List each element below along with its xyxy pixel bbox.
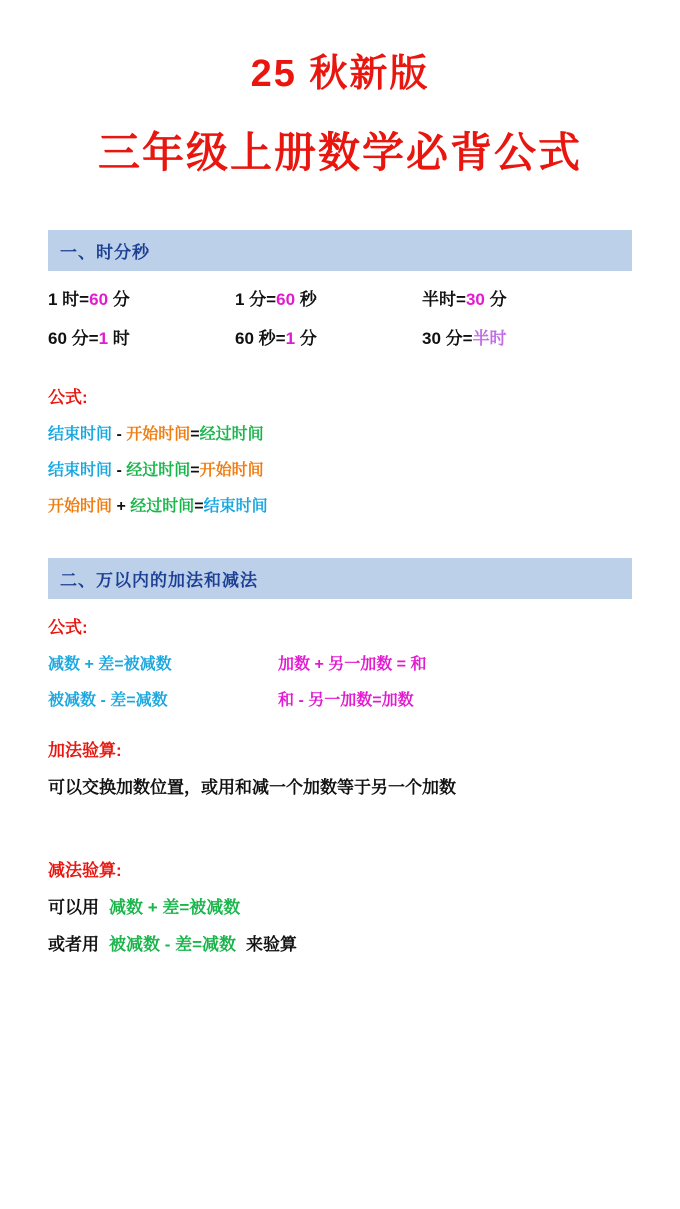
conversion-cell (422, 285, 609, 310)
document-title-block (48, 0, 632, 178)
formula-row (48, 687, 632, 710)
sub-check-formula: 减数 + 差=被减数 (109, 897, 241, 917)
formula-right: 加数 + 另一加数 = 和 (278, 655, 427, 673)
conversion-post: 时 (108, 328, 130, 348)
section-heading-time: 一、时分秒 (48, 230, 632, 271)
formula-line (48, 493, 632, 516)
formula-term: 结束时间 (48, 461, 113, 479)
conversion-value: 1 (98, 328, 109, 348)
formula-term: 经过时间 (199, 425, 264, 443)
conversion-post: 分 (295, 328, 317, 348)
conversion-cell (48, 285, 235, 310)
formula-label-addsub: 公式: (48, 617, 88, 637)
formula-line (48, 421, 632, 444)
conversion-value: 60 (89, 289, 109, 309)
formula-operator: - (112, 461, 127, 479)
spacer (48, 710, 632, 736)
formula-left: 减数 + 差=被减数 (48, 655, 172, 673)
formula-operator: = (194, 497, 204, 515)
title-line-2: 三年级上册数学必背公式 (97, 128, 582, 176)
formula-operator: - (112, 425, 127, 443)
formula-term: 经过时间 (130, 497, 195, 515)
sub-check-suffix: 来验算 (246, 934, 298, 954)
formula-term: 开始时间 (48, 497, 113, 515)
conversion-pre: 60 分= (48, 328, 99, 348)
formula-term: 开始时间 (126, 425, 191, 443)
table-row (48, 285, 632, 310)
conversion-cell (235, 285, 422, 310)
conversion-value: 半时 (472, 328, 507, 348)
conversion-cell (48, 324, 235, 349)
table-row (48, 324, 632, 349)
conversion-value: 60 (276, 289, 296, 309)
sub-check-prefix: 可以用 (48, 897, 99, 917)
sub-check-formula: 被减数 - 差=减数 (109, 934, 237, 954)
time-formula-list (48, 421, 632, 516)
formula-term: 结束时间 (48, 425, 113, 443)
title-line-1: 25 秋新版 (250, 53, 430, 95)
formula-row (48, 651, 632, 674)
formula-right: 和 - 另一加数=加数 (278, 691, 414, 709)
formula-left: 被减数 - 差=减数 (48, 691, 168, 709)
formula-term: 结束时间 (203, 497, 268, 515)
conversion-post: 分 (108, 289, 130, 309)
formula-operator: = (190, 425, 200, 443)
sub-check-label: 减法验算: (48, 860, 122, 880)
section-heading-addsub: 二、万以内的加法和减法 (48, 558, 632, 599)
sub-check-line-1 (48, 893, 632, 918)
addsub-formula-list (48, 651, 632, 710)
conversion-pre: 1 分= (235, 289, 277, 309)
sub-check-line-2 (48, 930, 632, 955)
formula-term: 开始时间 (199, 461, 264, 479)
conversion-cell (422, 324, 609, 349)
conversion-value: 1 (285, 328, 296, 348)
conversion-pre: 1 时= (48, 289, 90, 309)
formula-term: 经过时间 (126, 461, 191, 479)
add-check-label: 加法验算: (48, 740, 122, 760)
formula-operator: = (190, 461, 200, 479)
formula-label-time: 公式: (48, 387, 88, 407)
formula-operator: + (112, 497, 131, 515)
conversion-post: 秒 (295, 289, 317, 309)
spacer (48, 363, 632, 383)
conversion-pre: 60 秒= (235, 328, 286, 348)
spacer (48, 798, 632, 856)
time-conversion-table (48, 285, 632, 349)
sub-check-prefix: 或者用 (48, 934, 99, 954)
conversion-pre: 半时= (422, 289, 466, 309)
formula-line (48, 457, 632, 480)
conversion-cell (235, 324, 422, 349)
add-check-text: 可以交换加数位置，或用和减一个加数等于另一个加数 (48, 777, 456, 797)
conversion-value: 30 (465, 289, 485, 309)
conversion-pre: 30 分= (422, 328, 473, 348)
conversion-post: 分 (484, 289, 507, 309)
